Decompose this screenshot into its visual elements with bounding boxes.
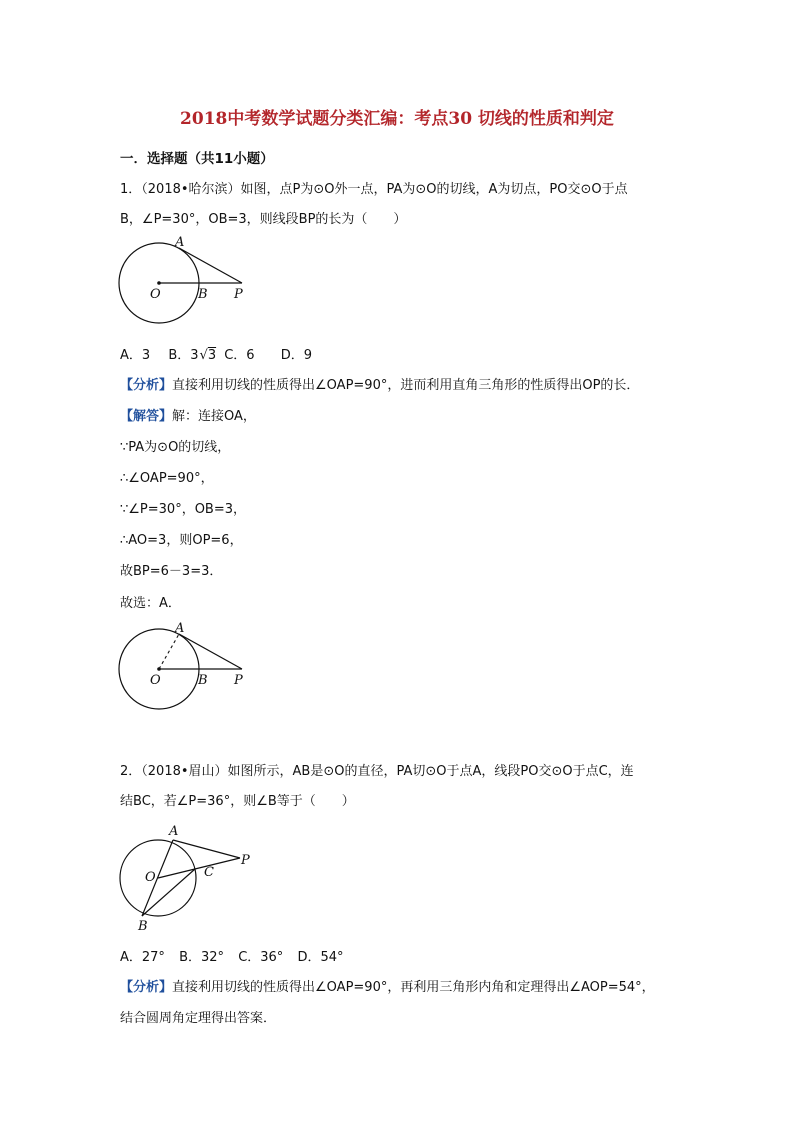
q1-tangent-pa [179, 248, 242, 283]
q1-solution-tag: 【解答】 [120, 409, 173, 424]
q2-stem-line1: 2．（2018•眉山）如图所示，AB是⊙O的直径，PA切⊙O于点A，线段PO交⊙O于点C，连 [120, 764, 634, 779]
q2-figure [112, 818, 262, 936]
q1-label-o: O [150, 287, 161, 302]
q1s-center-point [157, 667, 161, 671]
q2-option-b: B．32° [179, 950, 225, 965]
q1-analysis-tag: 【分析】 [120, 378, 173, 393]
q2-line-op [158, 858, 240, 878]
q2-options [120, 946, 344, 965]
q2-label-p: P [241, 853, 250, 868]
q1-label-b: B [198, 287, 208, 302]
q1-solution-line6: 故BP=6－3=3． [120, 564, 223, 579]
q1-solution-line7: 故选：A． [120, 596, 181, 611]
q2-analysis-line2: 结合圆周角定理得出答案． [120, 1011, 277, 1026]
q2-label-a: A [169, 824, 179, 839]
q1-label-p: P [234, 287, 243, 302]
q2-analysis [120, 976, 655, 995]
q1s-label-b: B [198, 673, 208, 688]
q2-stem-line2: 结BC，若∠P=36°，则∠B等于（ ） [120, 794, 355, 809]
q1-figure [112, 232, 262, 332]
q1-stem-line1: 1．（2018•哈尔滨）如图，点P为⊙O外一点，PA为⊙O的切线，A为切点，PO交⊙O于点 [120, 182, 628, 197]
q1-solution-line1: 【解答】解：连接OA， [120, 409, 256, 424]
q1-center-point [157, 281, 161, 285]
q2-label-b: B [138, 919, 148, 934]
q1-option-c: C．6 [224, 348, 255, 363]
q2-label-o: O [145, 870, 156, 885]
q2-analysis-tag: 【分析】 [120, 980, 173, 995]
q1s-label-a: A [175, 621, 185, 636]
q1s-label-o: O [150, 673, 161, 688]
q1s-dashed-oa [159, 634, 179, 669]
q1-option-a: A．3 [120, 348, 151, 363]
page-title: 2018中考数学试题分类汇编：考点30 切线的性质和判定 [180, 109, 614, 129]
q1-solution-figure [112, 618, 262, 718]
q1-solution-line2: ∵PA为⊙O的切线， [120, 440, 231, 455]
q1s-label-p: P [234, 673, 243, 688]
q2-option-d: D．54° [297, 950, 344, 965]
q1-solution-line5: ∴AO=3，则OP=6， [120, 533, 243, 548]
q2-option-a: A．27° [120, 950, 165, 965]
q1-solution-line4: ∵∠P=30°，OB=3， [120, 502, 247, 517]
q1-solution-line3: ∴∠OAP=90°， [120, 471, 214, 486]
q1-stem-line2: B，∠P=30°，OB=3，则线段BP的长为（ ） [120, 212, 407, 227]
q1-analysis-text: 直接利用切线的性质得出∠OAP=90°，进而利用直角三角形的性质得出OP的长． [172, 378, 640, 393]
q1-label-a: A [175, 235, 185, 250]
q1-option-d: D．9 [280, 348, 313, 363]
q2-label-c: C [204, 865, 214, 880]
q1-option-b-root: 3 [207, 348, 217, 363]
q1-option-b: B．3√3 [168, 348, 217, 363]
q1-options [120, 344, 312, 363]
q2-option-c: C．36° [238, 950, 284, 965]
q2-analysis-text: 直接利用切线的性质得出∠OAP=90°，再利用三角形内角和定理得出∠AOP=54°， [172, 980, 655, 995]
section-heading: 一．选择题（共11小题） [120, 151, 274, 167]
q1s-tangent-pa [179, 634, 242, 669]
q1-analysis [120, 374, 639, 393]
